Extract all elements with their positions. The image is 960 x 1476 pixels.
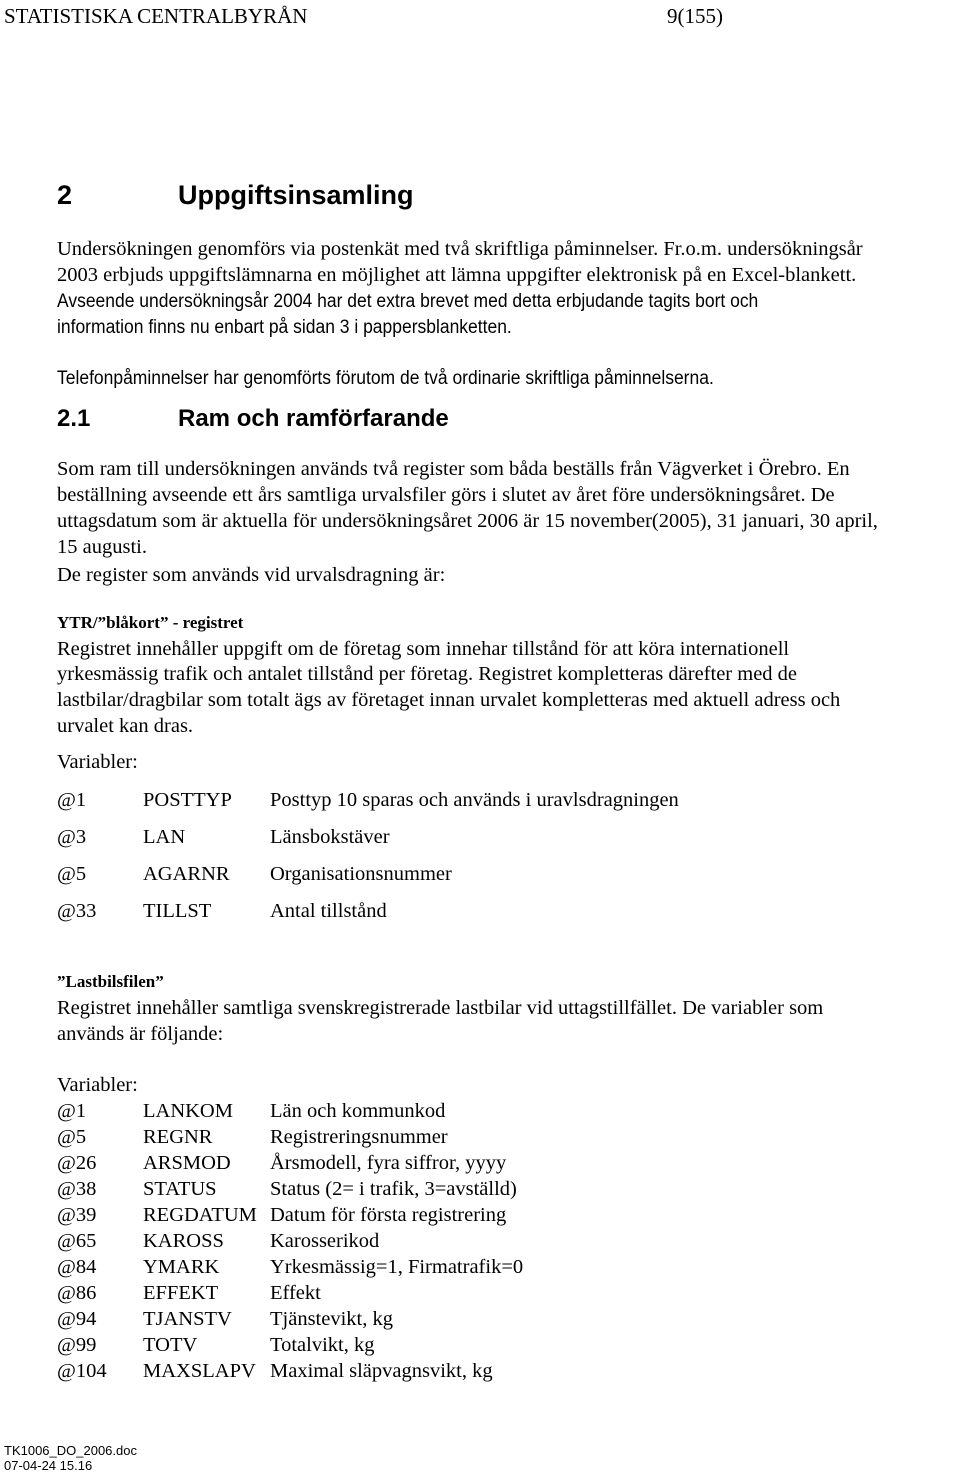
register-heading: YTR/”blåkort” - registret (57, 613, 244, 632)
variable-description: Organisationsnummer (270, 863, 452, 885)
variable-position: @39 (57, 1204, 97, 1226)
variable-name: REGNR (143, 1126, 213, 1148)
variable-description: Registreringsnummer (270, 1126, 448, 1148)
page-number: 9(155) (667, 4, 723, 28)
footer-filename: TK1006_DO_2006.doc (4, 1443, 137, 1458)
variable-name: REGDATUM (143, 1204, 257, 1226)
paragraph-line: beställning avseende ett års samtliga urvalsfiler görs i slutet av året före undersökningsåret. De (57, 484, 835, 506)
variables-label: Variabler: (57, 751, 138, 773)
variable-description: Datum för första registrering (270, 1204, 507, 1226)
paragraph-line: Registret innehåller samtliga svenskregistrerade lastbilar vid uttagstillfället. De variabler som (57, 997, 824, 1019)
variable-position: @5 (57, 1126, 87, 1148)
variable-description: Län och kommunkod (270, 1100, 446, 1122)
paragraph-line: lastbilar/dragbilar som totalt ägs av företaget innan urvalet kompletteras med aktuell adress och (57, 689, 841, 711)
variable-position: @86 (57, 1282, 97, 1304)
variable-name: TJANSTV (143, 1308, 232, 1330)
variable-name: MAXSLAPV (143, 1360, 256, 1382)
variable-name: YMARK (143, 1256, 220, 1278)
variable-position: @84 (57, 1256, 97, 1278)
variable-description: Antal tillstånd (270, 900, 387, 922)
paragraph-line: Undersökningen genomförs via postenkät med två skriftliga påminnelser. Fr.o.m. undersökningsår (57, 238, 863, 260)
variable-position: @33 (57, 900, 97, 922)
variable-description: Yrkesmässig=1, Firmatrafik=0 (270, 1256, 524, 1278)
variable-name: ARSMOD (143, 1152, 231, 1174)
variable-position: @65 (57, 1230, 97, 1252)
variable-name: TOTV (143, 1334, 198, 1356)
variable-name: LAN (143, 826, 186, 848)
paragraph-line: 15 augusti. (57, 536, 147, 558)
footer-datetime: 07-04-24 15.16 (4, 1458, 93, 1473)
paragraph-line: urvalet kan dras. (57, 715, 194, 737)
variable-description: Maximal släpvagnsvikt, kg (270, 1360, 493, 1382)
section-number: 2 (57, 180, 73, 210)
variable-description: Totalvikt, kg (270, 1334, 375, 1356)
variable-description: Tjänstevikt, kg (270, 1308, 393, 1330)
variable-description: Karosserikod (270, 1230, 380, 1252)
paragraph-line: 2003 erbjuds uppgiftslämnarna en möjlighet att lämna uppgifter elektronisk på en Excel-blankett. (57, 264, 857, 286)
paragraph-line: De register som används vid urvalsdragning är: (57, 564, 446, 586)
subsection-number: 2.1 (57, 405, 91, 432)
paragraph-line: information finns nu enbart på sidan 3 i pappersblanketten. (57, 317, 512, 338)
subsection-title: Ram och ramförfarande (178, 405, 449, 432)
paragraph-line: yrkesmässig trafik och antalet tillstånd per företag. Registret kompletteras därefter med de (57, 663, 798, 685)
variable-name: STATUS (143, 1178, 217, 1200)
variable-name: AGARNR (143, 863, 230, 885)
variable-position: @38 (57, 1178, 97, 1200)
variable-description: Årsmodell, fyra siffror, yyyy (270, 1152, 507, 1174)
variable-name: EFFEKT (143, 1282, 219, 1304)
variables-label: Variabler: (57, 1074, 138, 1096)
paragraph: Telefonpåminnelser har genomförts förutom de två ordinarie skriftliga påminnelserna. (57, 368, 714, 389)
variable-description: Effekt (270, 1282, 321, 1304)
variable-name: TILLST (143, 900, 212, 922)
variable-position: @1 (57, 1100, 87, 1122)
variable-position: @5 (57, 863, 87, 885)
variable-position: @99 (57, 1334, 97, 1356)
variable-description: Posttyp 10 sparas och används i uravlsdragningen (270, 789, 679, 811)
variable-position: @104 (57, 1360, 107, 1382)
register-heading: ”Lastbilsfilen” (57, 972, 164, 991)
variable-name: LANKOM (143, 1100, 233, 1122)
paragraph-line: Avseende undersökningsår 2004 har det extra brevet med detta erbjudande tagits bort och (57, 291, 759, 312)
paragraph-line: Som ram till undersökningen används två register som båda beställs från Vägverket i Örebro. En (57, 458, 850, 480)
variable-position: @26 (57, 1152, 97, 1174)
paragraph-line: Registret innehåller uppgift om de företag som innehar tillstånd för att köra internationell (57, 638, 790, 660)
variable-name: KAROSS (143, 1230, 224, 1252)
section-title: Uppgiftsinsamling (178, 180, 414, 210)
variable-description: Status (2= i trafik, 3=avställd) (270, 1178, 517, 1200)
variable-position: @1 (57, 789, 87, 811)
paragraph-line: används är följande: (57, 1023, 224, 1045)
variable-name: POSTTYP (143, 789, 232, 811)
variable-description: Länsbokstäver (270, 826, 390, 848)
org-name: STATISTISKA CENTRALBYRÅN (4, 4, 308, 28)
paragraph-line: uttagsdatum som är aktuella för undersökningsåret 2006 är 15 november(2005), 31 januari, 30 april, (57, 510, 878, 532)
variable-position: @94 (57, 1308, 97, 1330)
variable-position: @3 (57, 826, 87, 848)
